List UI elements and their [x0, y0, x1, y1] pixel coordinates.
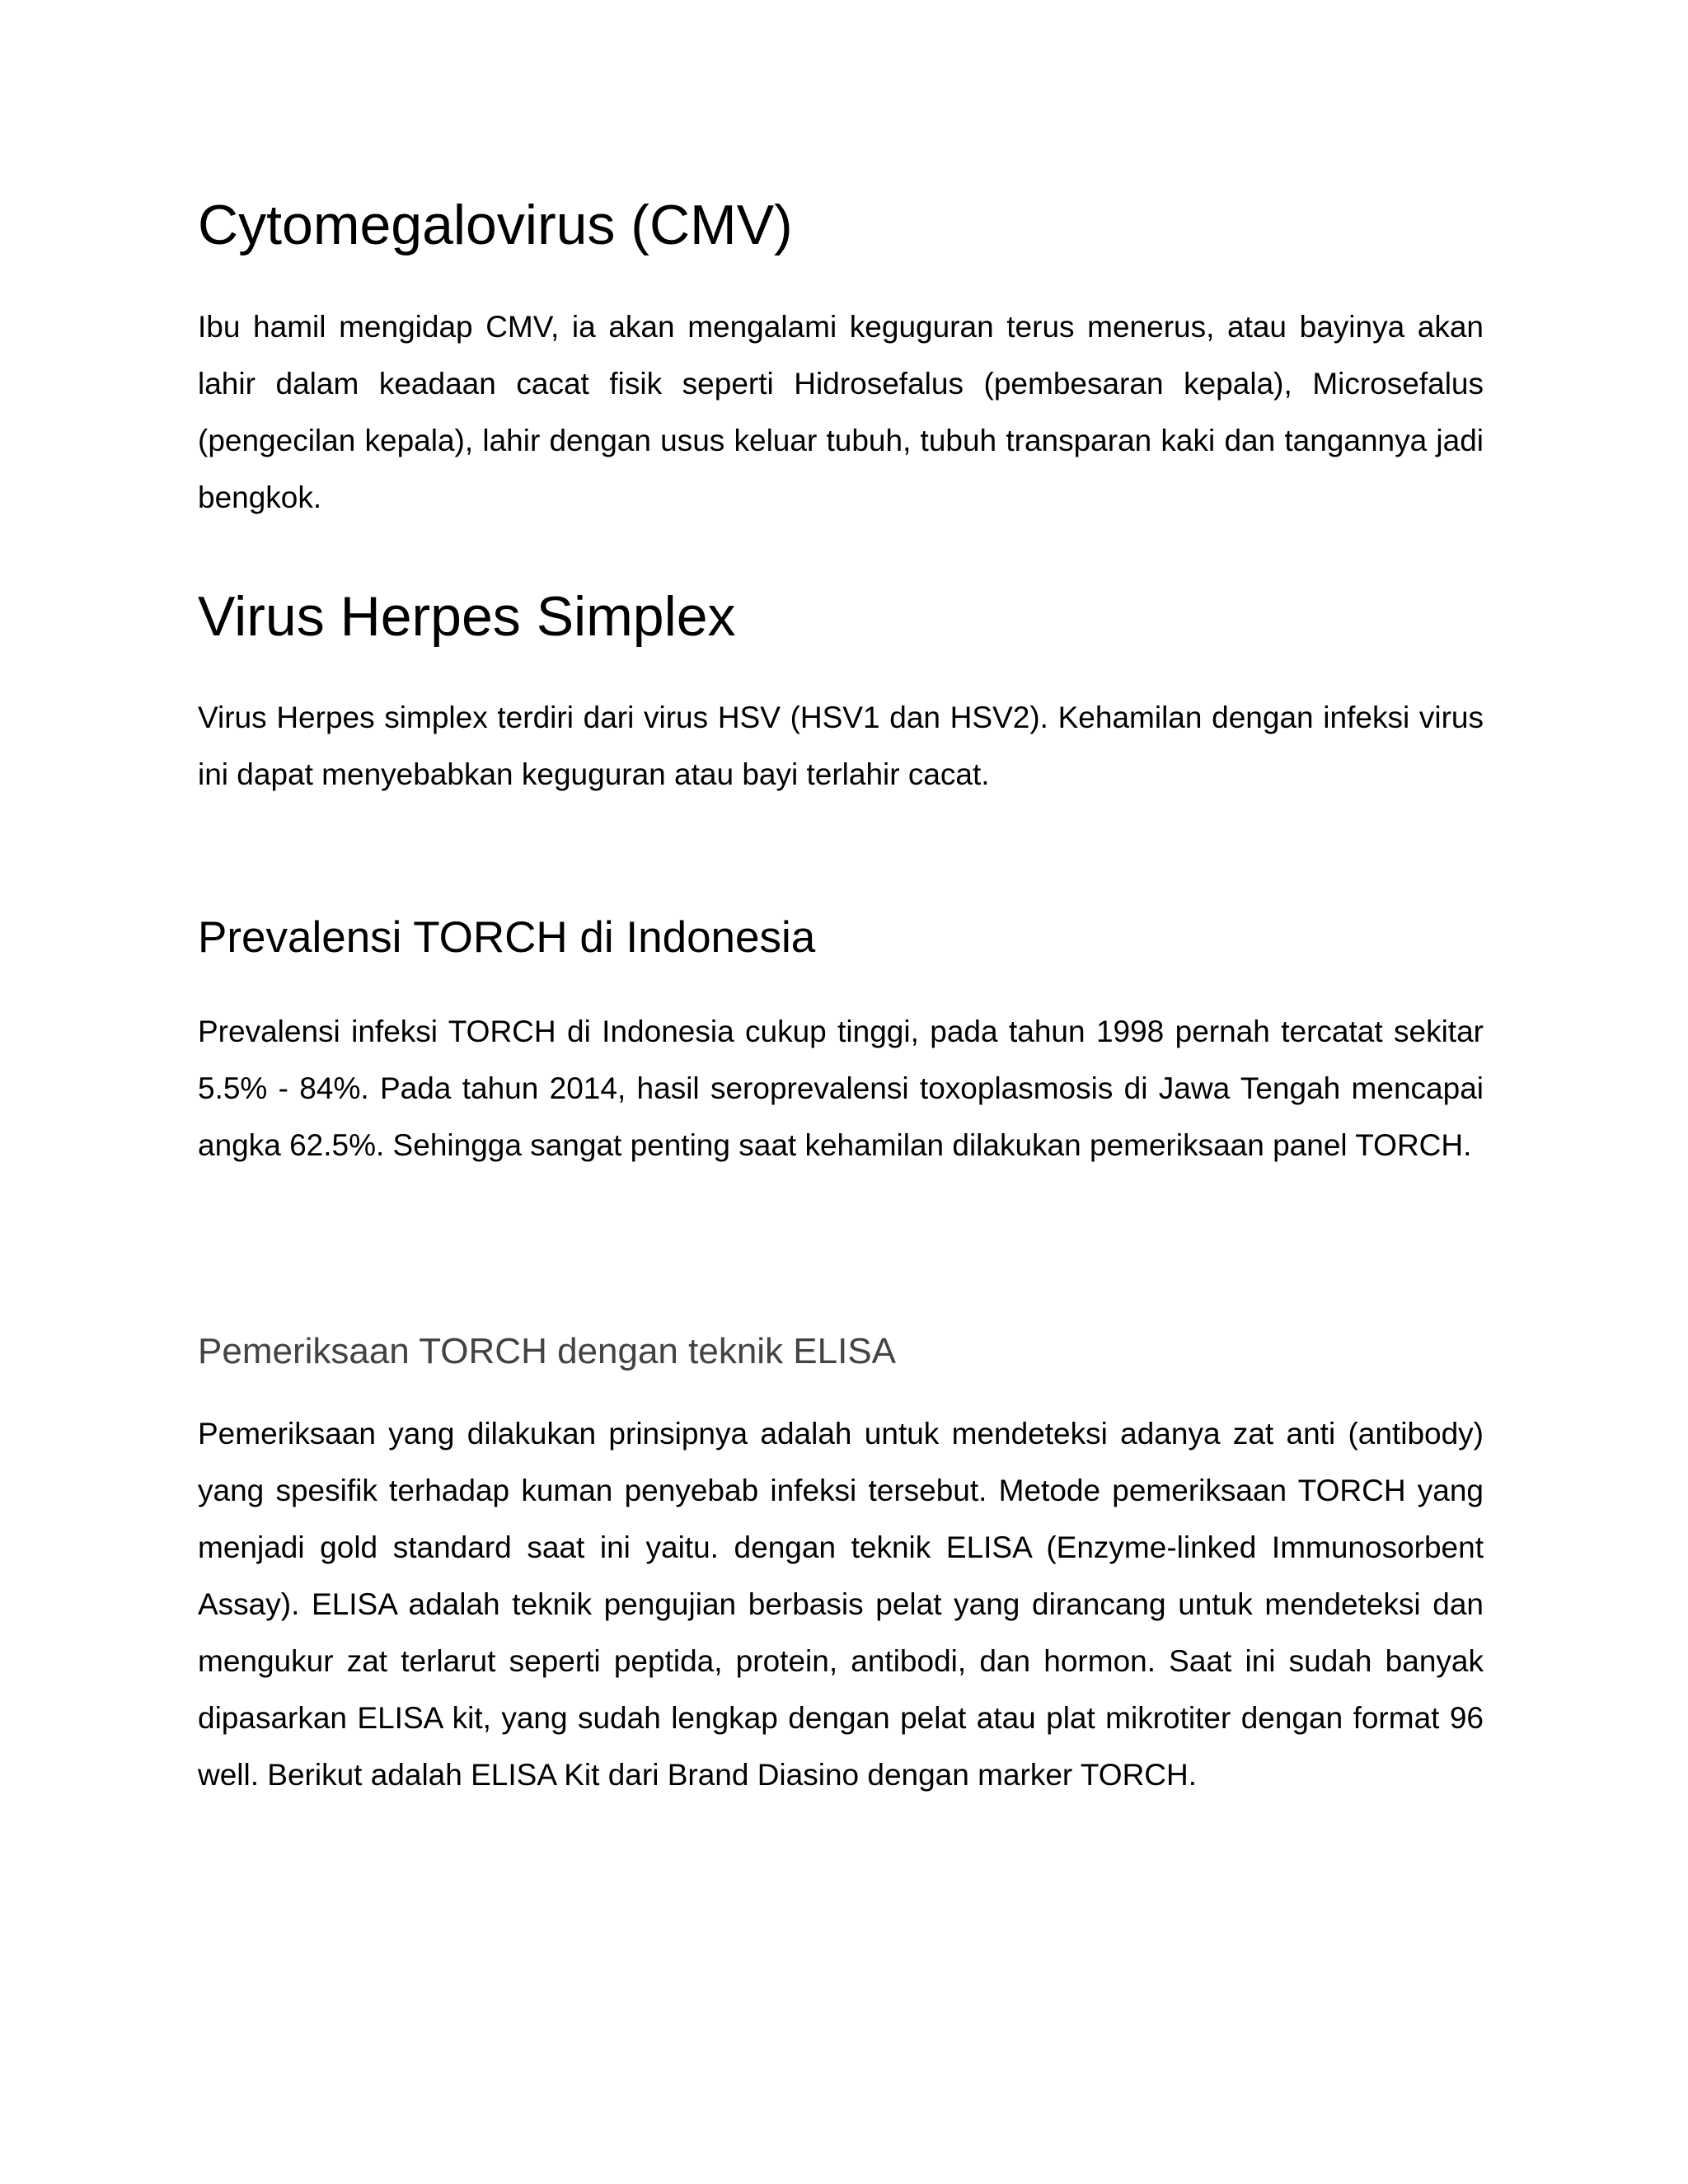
paragraph-cmv: Ibu hamil mengidap CMV, ia akan mengalami keguguran terus menerus, atau bayinya akan lahir dalam keadaan cacat fisik seperti Hidrosefalus (pembesaran kepala), Microsefalus (pengecilan kepala), lahir dengan usus keluar tubuh, tubuh transparan kaki dan tangannya jadi bengkok.: [198, 310, 1484, 514]
paragraph-pemeriksaan-elisa: Pemeriksaan yang dilakukan prinsipnya adalah untuk mendeteksi adanya zat anti (antibody) yang spesifik terhadap kuman penyebab infeksi tersebut. Metode pemeriksaan TORCH yang menjadi gold standard saat ini yaitu. dengan teknik ELISA (Enzyme-linked Immunosorbent Assay). ELISA adalah teknik pengujian berbasis pelat yang dirancang untuk mendeteksi dan mengukur zat terlarut seperti peptida, protein, antibodi, dan hormon. Saat ini sudah banyak dipasarkan ELISA kit, yang sudah lengkap dengan pelat atau plat mikrotiter dengan format 96 well. Berikut adalah ELISA Kit dari Brand Diasino dengan marker TORCH.: [198, 1417, 1484, 1792]
heading-cmv: Cytomegalovirus (CMV): [198, 194, 793, 256]
paragraph-herpes-simplex: Virus Herpes simplex terdiri dari virus HSV (HSV1 dan HSV2). Kehamilan dengan infeksi virus ini dapat menyebabkan keguguran atau bayi terlahir cacat.: [198, 701, 1484, 791]
paragraph-prevalensi-torch: Prevalensi infeksi TORCH di Indonesia cukup tinggi, pada tahun 1998 pernah tercatat sekitar 5.5% - 84%. Pada tahun 2014, hasil seroprevalensi toxoplasmosis di Jawa Tengah mencapai angka 62.5%. Sehingga sangat penting saat kehamilan dilakukan pemeriksaan panel TORCH.: [198, 1015, 1484, 1162]
heading-prevalensi-torch: Prevalensi TORCH di Indonesia: [198, 913, 816, 962]
heading-pemeriksaan-elisa: Pemeriksaan TORCH dengan teknik ELISA: [198, 1331, 897, 1371]
heading-herpes-simplex: Virus Herpes Simplex: [198, 585, 736, 648]
